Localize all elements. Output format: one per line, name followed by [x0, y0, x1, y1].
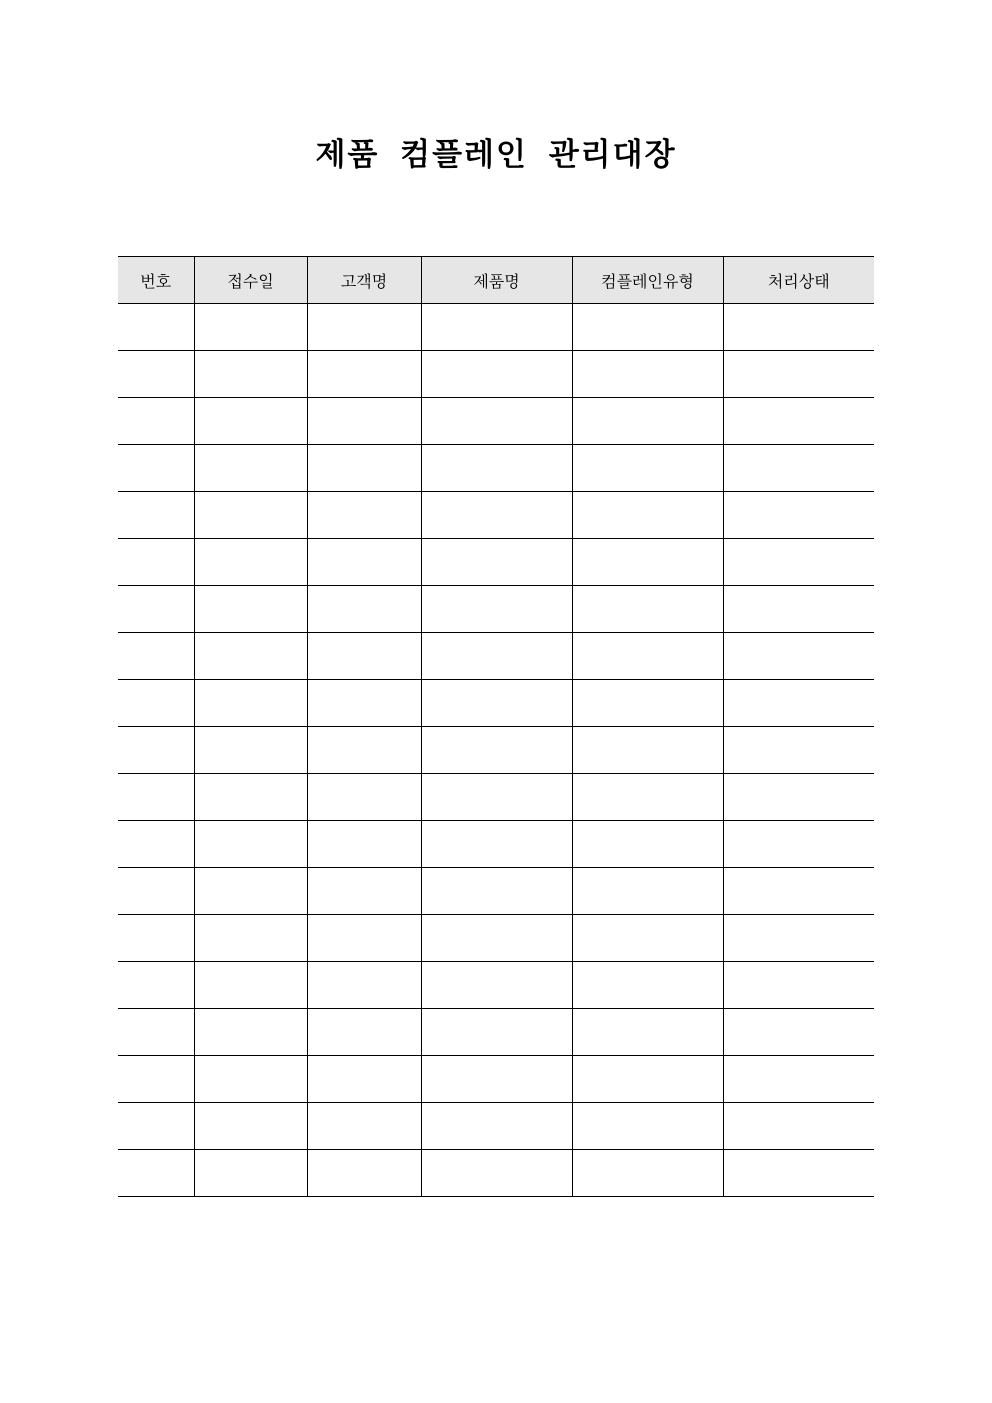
number-cell[interactable] [118, 1056, 194, 1103]
number-cell[interactable] [118, 492, 194, 539]
customer-name-cell[interactable] [307, 492, 421, 539]
product-name-cell[interactable] [421, 633, 572, 680]
status-cell[interactable] [723, 351, 874, 398]
number-cell[interactable] [118, 915, 194, 962]
status-cell[interactable] [723, 1103, 874, 1150]
column-header-complaint-type: 컴플레인유형 [572, 257, 723, 304]
column-header-customer-name: 고객명 [307, 257, 421, 304]
page-title: 제품 컴플레인 관리대장 [315, 137, 677, 173]
table-body [118, 304, 874, 1197]
product-name-cell[interactable] [421, 1103, 572, 1150]
table-row [118, 633, 874, 680]
complaint-type-cell[interactable] [572, 445, 723, 492]
complaint-type-cell[interactable] [572, 868, 723, 915]
complaint-type-cell[interactable] [572, 774, 723, 821]
status-cell[interactable] [723, 1056, 874, 1103]
table-row [118, 304, 874, 351]
complaint-type-cell[interactable] [572, 492, 723, 539]
complaint-type-cell[interactable] [572, 539, 723, 586]
received-date-cell[interactable] [194, 586, 307, 633]
product-name-cell[interactable] [421, 868, 572, 915]
customer-name-cell[interactable] [307, 1150, 421, 1197]
received-date-cell[interactable] [194, 1009, 307, 1056]
number-cell[interactable] [118, 539, 194, 586]
status-cell[interactable] [723, 1150, 874, 1197]
customer-name-cell[interactable] [307, 1103, 421, 1150]
number-cell[interactable] [118, 351, 194, 398]
complaint-type-cell[interactable] [572, 680, 723, 727]
product-name-cell[interactable] [421, 1150, 572, 1197]
product-name-cell[interactable] [421, 539, 572, 586]
customer-name-cell[interactable] [307, 915, 421, 962]
number-cell[interactable] [118, 633, 194, 680]
number-cell[interactable] [118, 774, 194, 821]
table-header [118, 257, 874, 304]
customer-name-cell[interactable] [307, 586, 421, 633]
product-name-cell[interactable] [421, 586, 572, 633]
table-row [118, 1056, 874, 1103]
received-date-cell[interactable] [194, 304, 307, 351]
received-date-cell[interactable] [194, 398, 307, 445]
received-date-cell[interactable] [194, 962, 307, 1009]
received-date-cell[interactable] [194, 492, 307, 539]
header-row [118, 257, 874, 304]
product-name-cell[interactable] [421, 445, 572, 492]
customer-name-cell[interactable] [307, 398, 421, 445]
table-row [118, 868, 874, 915]
table-row [118, 1009, 874, 1056]
received-date-cell[interactable] [194, 1103, 307, 1150]
status-cell[interactable] [723, 868, 874, 915]
customer-name-cell[interactable] [307, 633, 421, 680]
received-date-cell[interactable] [194, 727, 307, 774]
number-cell[interactable] [118, 680, 194, 727]
status-cell[interactable] [723, 304, 874, 351]
table-row [118, 680, 874, 727]
product-name-cell[interactable] [421, 398, 572, 445]
table-row [118, 351, 874, 398]
product-name-cell[interactable] [421, 1056, 572, 1103]
number-cell[interactable] [118, 1150, 194, 1197]
table-row [118, 445, 874, 492]
product-name-cell[interactable] [421, 962, 572, 1009]
status-cell[interactable] [723, 1009, 874, 1056]
number-cell[interactable] [118, 398, 194, 445]
product-name-cell[interactable] [421, 1009, 572, 1056]
table-row [118, 915, 874, 962]
complaint-type-cell[interactable] [572, 1056, 723, 1103]
column-header-received-date: 접수일 [194, 257, 307, 304]
number-cell[interactable] [118, 1103, 194, 1150]
table-row [118, 821, 874, 868]
product-name-cell[interactable] [421, 680, 572, 727]
customer-name-cell[interactable] [307, 727, 421, 774]
received-date-cell[interactable] [194, 351, 307, 398]
status-cell[interactable] [723, 821, 874, 868]
number-cell[interactable] [118, 821, 194, 868]
complaint-type-cell[interactable] [572, 586, 723, 633]
table-row [118, 1150, 874, 1197]
product-name-cell[interactable] [421, 304, 572, 351]
complaint-type-cell[interactable] [572, 1009, 723, 1056]
customer-name-cell[interactable] [307, 868, 421, 915]
customer-name-cell[interactable] [307, 962, 421, 1009]
column-header-product-name: 제품명 [421, 257, 572, 304]
complaint-type-cell[interactable] [572, 915, 723, 962]
customer-name-cell[interactable] [307, 539, 421, 586]
column-header-status: 처리상태 [723, 257, 874, 304]
customer-name-cell[interactable] [307, 304, 421, 351]
table-row [118, 1103, 874, 1150]
complaint-type-cell[interactable] [572, 351, 723, 398]
status-cell[interactable] [723, 633, 874, 680]
customer-name-cell[interactable] [307, 445, 421, 492]
table-row [118, 492, 874, 539]
complaint-ledger-table [118, 256, 874, 1197]
product-name-cell[interactable] [421, 915, 572, 962]
received-date-cell[interactable] [194, 633, 307, 680]
table-row [118, 727, 874, 774]
table-row [118, 962, 874, 1009]
product-name-cell[interactable] [421, 351, 572, 398]
column-header-number: 번호 [118, 257, 194, 304]
complaint-type-cell[interactable] [572, 304, 723, 351]
table-row [118, 539, 874, 586]
status-cell[interactable] [723, 962, 874, 1009]
received-date-cell[interactable] [194, 774, 307, 821]
customer-name-cell[interactable] [307, 774, 421, 821]
complaint-type-cell[interactable] [572, 727, 723, 774]
customer-name-cell[interactable] [307, 1056, 421, 1103]
received-date-cell[interactable] [194, 1150, 307, 1197]
received-date-cell[interactable] [194, 821, 307, 868]
complaint-type-cell[interactable] [572, 1150, 723, 1197]
status-cell[interactable] [723, 398, 874, 445]
product-name-cell[interactable] [421, 821, 572, 868]
customer-name-cell[interactable] [307, 821, 421, 868]
table-row [118, 398, 874, 445]
received-date-cell[interactable] [194, 445, 307, 492]
status-cell[interactable] [723, 915, 874, 962]
received-date-cell[interactable] [194, 539, 307, 586]
customer-name-cell[interactable] [307, 351, 421, 398]
received-date-cell[interactable] [194, 915, 307, 962]
complaint-type-cell[interactable] [572, 633, 723, 680]
number-cell[interactable] [118, 727, 194, 774]
status-cell[interactable] [723, 774, 874, 821]
complaint-type-cell[interactable] [572, 821, 723, 868]
product-name-cell[interactable] [421, 727, 572, 774]
status-cell[interactable] [723, 586, 874, 633]
status-cell[interactable] [723, 492, 874, 539]
number-cell[interactable] [118, 1009, 194, 1056]
number-cell[interactable] [118, 304, 194, 351]
product-name-cell[interactable] [421, 492, 572, 539]
number-cell[interactable] [118, 445, 194, 492]
status-cell[interactable] [723, 539, 874, 586]
customer-name-cell[interactable] [307, 680, 421, 727]
complaint-type-cell[interactable] [572, 398, 723, 445]
complaint-type-cell[interactable] [572, 962, 723, 1009]
number-cell[interactable] [118, 586, 194, 633]
received-date-cell[interactable] [194, 680, 307, 727]
received-date-cell[interactable] [194, 1056, 307, 1103]
table-row [118, 774, 874, 821]
complaint-type-cell[interactable] [572, 1103, 723, 1150]
status-cell[interactable] [723, 727, 874, 774]
received-date-cell[interactable] [194, 868, 307, 915]
status-cell[interactable] [723, 445, 874, 492]
product-name-cell[interactable] [421, 774, 572, 821]
table-row [118, 586, 874, 633]
customer-name-cell[interactable] [307, 1009, 421, 1056]
number-cell[interactable] [118, 962, 194, 1009]
status-cell[interactable] [723, 680, 874, 727]
number-cell[interactable] [118, 868, 194, 915]
